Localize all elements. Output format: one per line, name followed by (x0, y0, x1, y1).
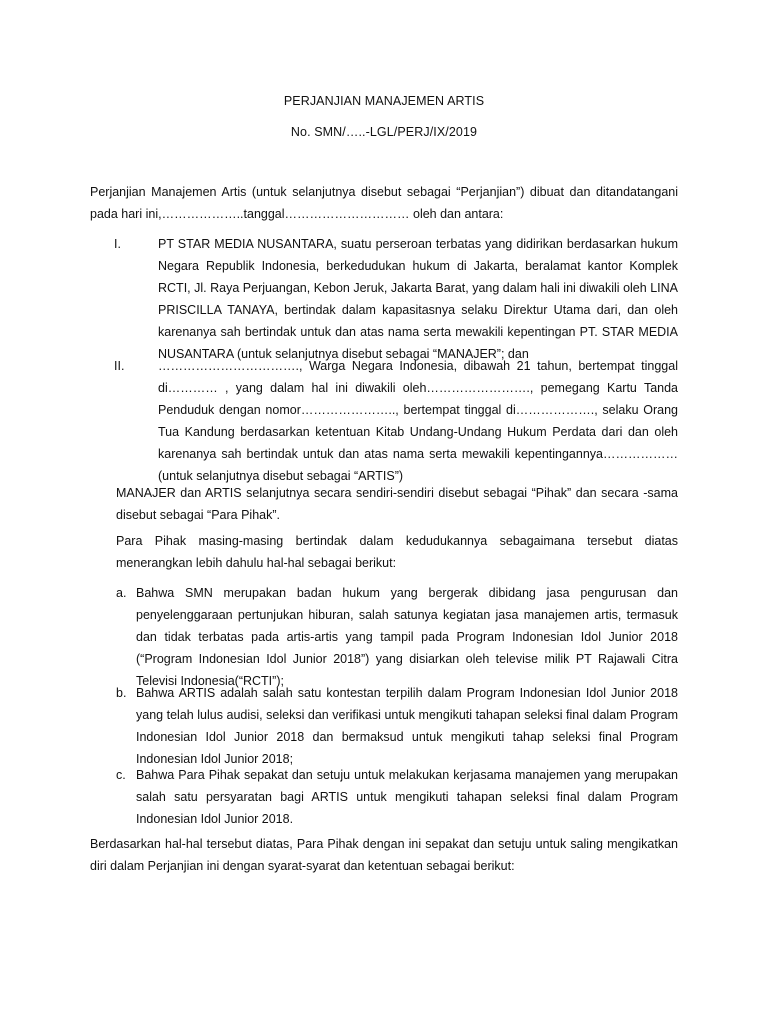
recital-c-paragraph: Bahwa Para Pihak sepakat dan setuju untuk melakukan kerjasama manajemen yang merupakan salah satu persyaratan bagi ARTIS untuk mengikuti tahapan seleksi final dalam Program Indonesian Idol Junior 2018. (136, 768, 678, 826)
recital-b-marker: b. (116, 686, 127, 700)
document-title: PERJANJIAN MANAJEMEN ARTIS (283, 94, 485, 108)
closing-paragraph: Berdasarkan hal-hal tersebut diatas, Para Pihak dengan ini sepakat dan setuju untuk saling mengikatkan diri dalam Perjanjian ini dengan syarat-syarat dan ketentuan sebagai berikut: (90, 837, 678, 873)
party-i-marker: I. (114, 237, 121, 251)
recital-a-marker: a. (116, 586, 127, 600)
recital-a-paragraph: Bahwa SMN merupakan badan hukum yang bergerak dibidang jasa pengurusan dan penyelenggaraan pertunjukan hiburan, salah satunya kegiatan jasa manajemen artis, termasuk dan tidak terbatas pada artis-artis yang tampil pada Program Indonesian Idol Junior 2018 (“Program Indonesian Idol Junior 2018”) yang disiarkan oleh televise milik PT Rajawali Citra Televisi Indonesia(“RCTI”); (136, 586, 678, 688)
document-number: No. SMN/…..-LGL/PERJ/IX/2019 (290, 125, 478, 139)
party-ii-paragraph: ……………………………., Warga Negara Indonesia, dibawah 21 tahun, bertempat tinggal di………… , yang dalam hal ini diwakili oleh……………………., pemegang Kartu Tanda Penduduk dengan nomor………………….., bertempat tinggal di………………., selaku Orang Tua Kandung berdasarkan ketentuan Kitab Undang-Undang Hukum Perdata dari dan oleh karenanya sah bertindak untuk dan atas nama serta mewakili kepentingannya……………… (untuk selanjutnya disebut sebagai “ARTIS”) (158, 359, 678, 483)
recital-c-marker: c. (116, 768, 126, 782)
recital-b-paragraph: Bahwa ARTIS adalah salah satu kontestan terpilih dalam Program Indonesian Idol Junior 2018 yang telah lulus audisi, seleksi dan verifikasi untuk mengikuti tahapan seleksi final dalam Program Indonesian Idol Junior 2018 dan bermaksud untuk mengikuti tahap seleksi final Program Indonesian Idol Junior 2018; (136, 686, 678, 766)
intro-paragraph: Perjanjian Manajemen Artis (untuk selanjutnya disebut sebagai “Perjanjian”) dibuat dan ditandatangani pada hari ini,………………..tanggal………………………… oleh dan antara: (90, 185, 678, 221)
collective-definition-paragraph: MANAJER dan ARTIS selanjutnya secara sendiri-sendiri disebut sebagai “Pihak” dan secara -sama disebut sebagai “Para Pihak”. (116, 486, 678, 522)
recital-intro-paragraph: Para Pihak masing-masing bertindak dalam kedudukannya sebagaimana tersebut diatas menerangkan lebih dahulu hal-hal sebagai berikut: (116, 534, 678, 570)
party-i-paragraph: PT STAR MEDIA NUSANTARA, suatu perseroan terbatas yang didirikan berdasarkan hukum Negara Republik Indonesia, berkedudukan hukum di Jakarta, beralamat kantor Komplek RCTI, Jl. Raya Perjuangan, Kebon Jeruk, Jakarta Barat, yang dalam hali ini diwakili oleh LINA PRISCILLA TANAYA, bertindak dalam kapasitasnya selaku Direktur Utama dari, dan oleh karenanya sah bertindak untuk dan atas nama serta mewakili kepentingan PT. STAR MEDIA NUSANTARA (untuk selanjutnya disebut sebagai “MANAJER”; dan (158, 237, 678, 361)
party-ii-marker: II. (114, 359, 125, 373)
